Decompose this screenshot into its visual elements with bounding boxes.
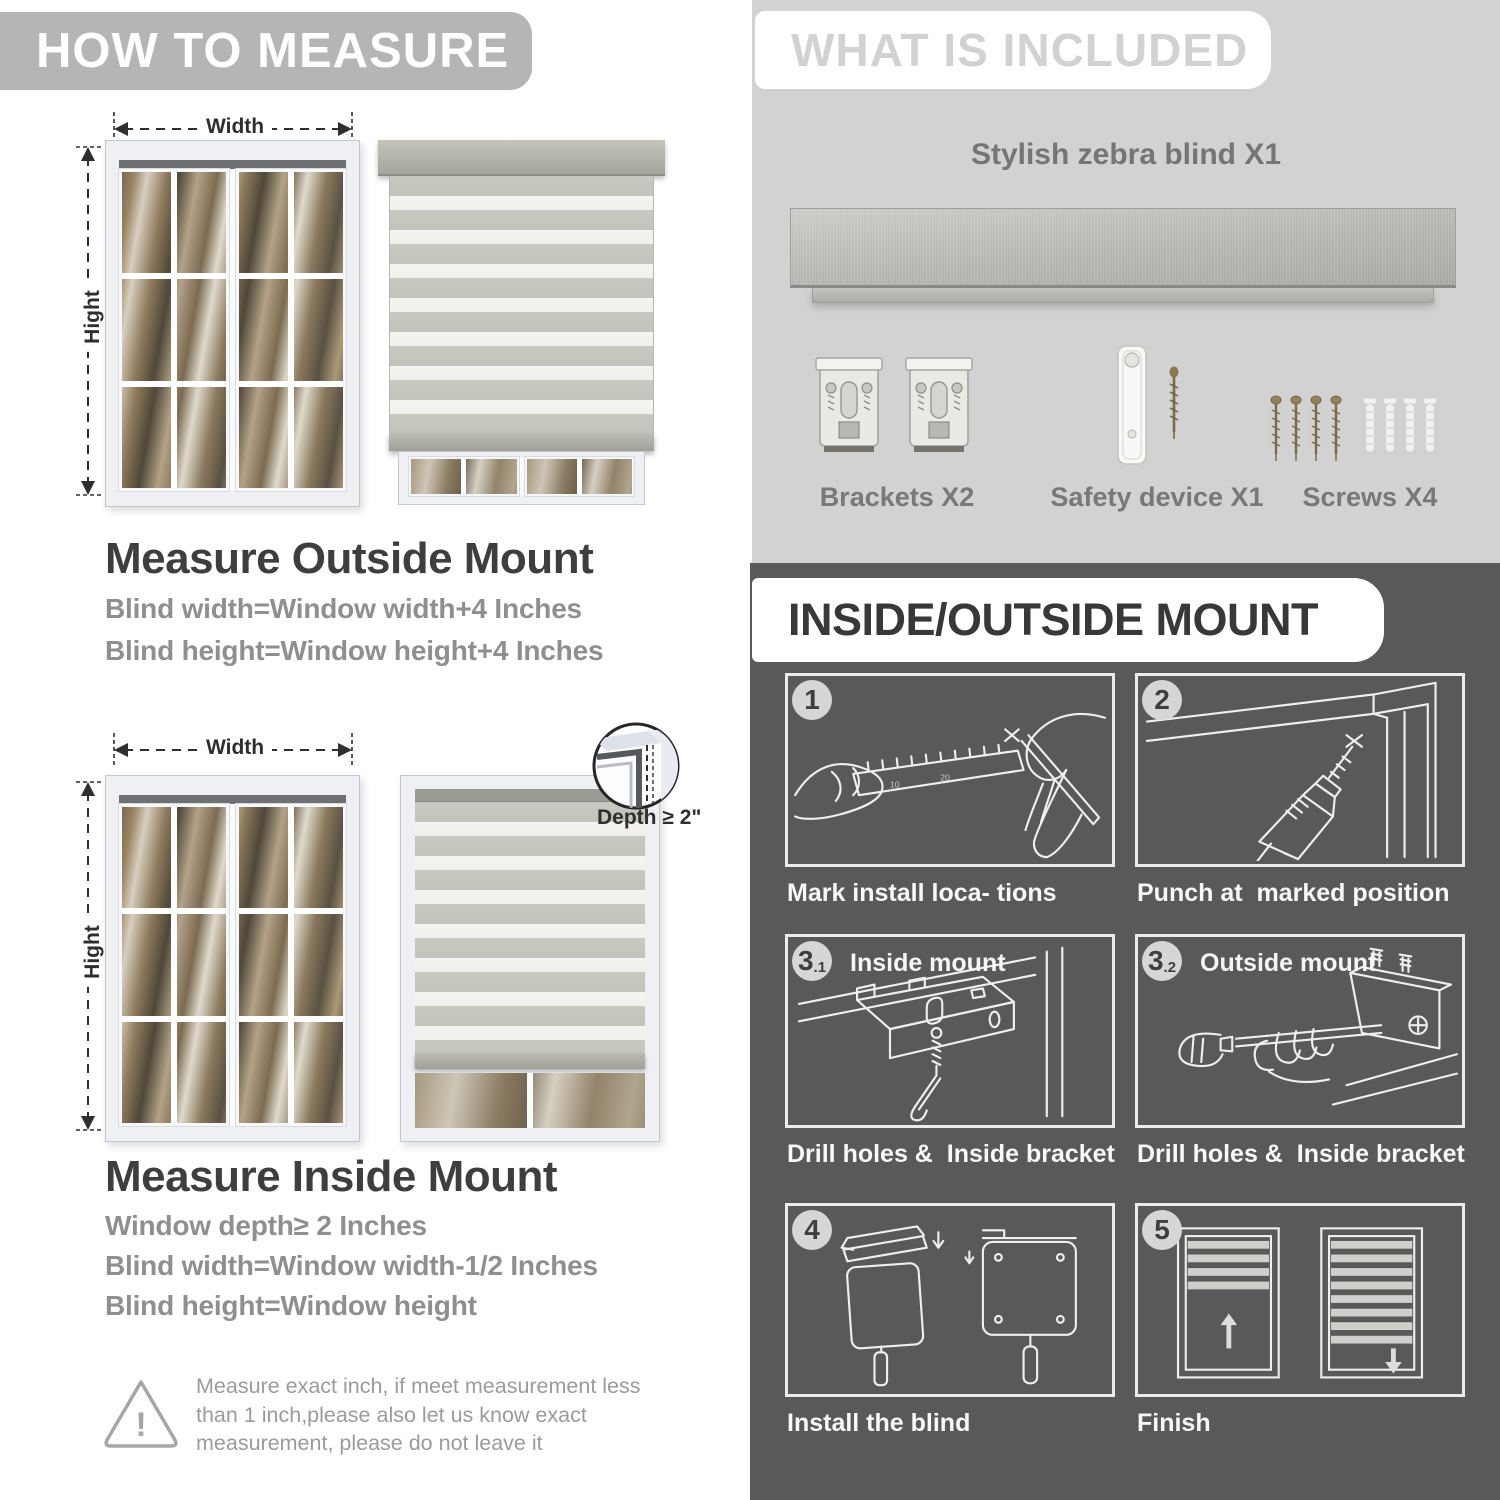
warning-line-1: Measure exact inch, if meet measurement less xyxy=(196,1374,641,1398)
step-5 xyxy=(1135,1203,1465,1448)
step-5-box xyxy=(1135,1203,1465,1397)
install-blind-illustration xyxy=(791,1209,1109,1391)
warning-triangle-icon xyxy=(100,1374,182,1454)
window-top-track xyxy=(119,795,346,804)
step-caption: Drill holes & Inside bracket xyxy=(1137,1140,1465,1168)
screws-caption: Screws X4 xyxy=(1302,482,1438,512)
outside-mount-heading: Measure Outside Mount xyxy=(105,534,594,583)
ruler-mark-20: 20 xyxy=(940,772,951,783)
safety-device-icon xyxy=(1092,340,1212,472)
window-glass xyxy=(119,169,346,491)
inside-mount-heading: Measure Inside Mount xyxy=(105,1152,558,1201)
step-caption: Install the blind xyxy=(787,1409,971,1437)
zebra-stripes xyxy=(389,176,654,434)
step-4-box xyxy=(785,1203,1115,1397)
height-label: Hight xyxy=(81,282,105,352)
safety-device-caption: Safety device X1 xyxy=(1050,482,1264,512)
zebra-blind-outside-mount xyxy=(378,140,665,505)
step-2-box xyxy=(1135,673,1465,867)
inside-spec-line-2: Blind width=Window width-1/2 Inches xyxy=(105,1250,598,1281)
blind-bottom-rail xyxy=(415,1054,645,1069)
step-number-badge: 3 .1 xyxy=(792,941,832,981)
mount-instructions-section xyxy=(750,563,1500,1500)
zebra-stripes xyxy=(415,802,645,1054)
blind-cassette xyxy=(378,140,665,176)
step-caption: Drill holes & Inside bracket xyxy=(787,1140,1115,1168)
screws-icon xyxy=(1268,392,1438,470)
step-3-2-box xyxy=(1135,934,1465,1128)
zebra-blind-cassette-image xyxy=(790,208,1456,303)
width-measure-inside xyxy=(110,731,356,769)
what-is-included-header xyxy=(755,11,1271,89)
ruler-marking-illustration xyxy=(791,679,1109,861)
ruler-mark-10: 10 xyxy=(889,779,900,790)
window-illustration-inside xyxy=(105,775,360,1142)
step-1 xyxy=(785,673,1115,918)
step-number-badge: 4 xyxy=(792,1210,832,1250)
brackets-caption: Brackets X2 xyxy=(819,482,975,512)
zebra-blind-inside-mount xyxy=(400,775,660,1142)
warning-line-2: than 1 inch,please also let us know exact xyxy=(196,1402,587,1427)
step-number-badge: 1 xyxy=(792,680,832,720)
brackets-icon xyxy=(814,352,974,464)
depth-requirement-label: Depth ≥ 2" xyxy=(597,806,702,829)
warning-line-3: measurement, please do not leave it xyxy=(196,1431,543,1455)
window-glass xyxy=(119,804,346,1126)
inside-spec-line-3: Blind height=Window height xyxy=(105,1290,477,1321)
step-caption: Mark install loca- tions xyxy=(787,879,1057,907)
how-to-measure-title: HOW TO MEASURE xyxy=(36,24,510,78)
step-1-box xyxy=(785,673,1115,867)
step-number-badge: 3 .2 xyxy=(1142,941,1182,981)
blind-bottom-rail xyxy=(389,434,654,451)
step-4 xyxy=(785,1203,1115,1448)
step-number-badge: 5 xyxy=(1142,1210,1182,1250)
depth-detail-magnifier xyxy=(589,719,683,813)
inside-outside-mount-header xyxy=(752,578,1384,662)
what-is-included-title: WHAT IS INCLUDED xyxy=(791,24,1249,76)
step-title: Outside mount xyxy=(1200,949,1377,977)
step-caption: Finish xyxy=(1137,1409,1211,1437)
width-label: Width xyxy=(198,115,272,139)
step-3-1-box xyxy=(785,934,1115,1128)
finish-blinds-illustration xyxy=(1141,1209,1459,1391)
window-glass-below-blind xyxy=(415,1073,645,1128)
height-label: Hight xyxy=(81,917,105,987)
window-top-track xyxy=(119,160,346,169)
drill-illustration xyxy=(1141,679,1459,861)
inside-outside-mount-title: INSIDE/OUTSIDE MOUNT xyxy=(788,594,1319,645)
inside-blind xyxy=(415,789,645,1069)
outside-spec-line-1: Blind width=Window width+4 Inches xyxy=(105,593,582,624)
step-3-2 xyxy=(1135,934,1465,1179)
step-title: Inside mount xyxy=(850,949,1006,977)
window-illustration-outside xyxy=(105,140,360,507)
step-caption: Punch at marked position xyxy=(1137,879,1450,907)
zebra-blind-item-label: Stylish zebra blind X1 xyxy=(970,138,1282,171)
step-3-1 xyxy=(785,934,1115,1179)
step-2 xyxy=(1135,673,1465,918)
step-number-badge: 2 xyxy=(1142,680,1182,720)
window-bottom-part xyxy=(398,451,645,505)
warning-exclamation: ! xyxy=(135,1406,147,1444)
width-label: Width xyxy=(198,736,272,760)
height-measure-outside xyxy=(70,143,104,499)
height-measure-inside xyxy=(70,778,104,1134)
what-is-included-section xyxy=(752,0,1500,563)
warning-text xyxy=(196,1372,666,1458)
inside-spec-line-1: Window depth≥ 2 Inches xyxy=(105,1210,427,1241)
outside-spec-line-2: Blind height=Window height+4 Inches xyxy=(105,635,604,666)
how-to-measure-header xyxy=(0,12,532,90)
